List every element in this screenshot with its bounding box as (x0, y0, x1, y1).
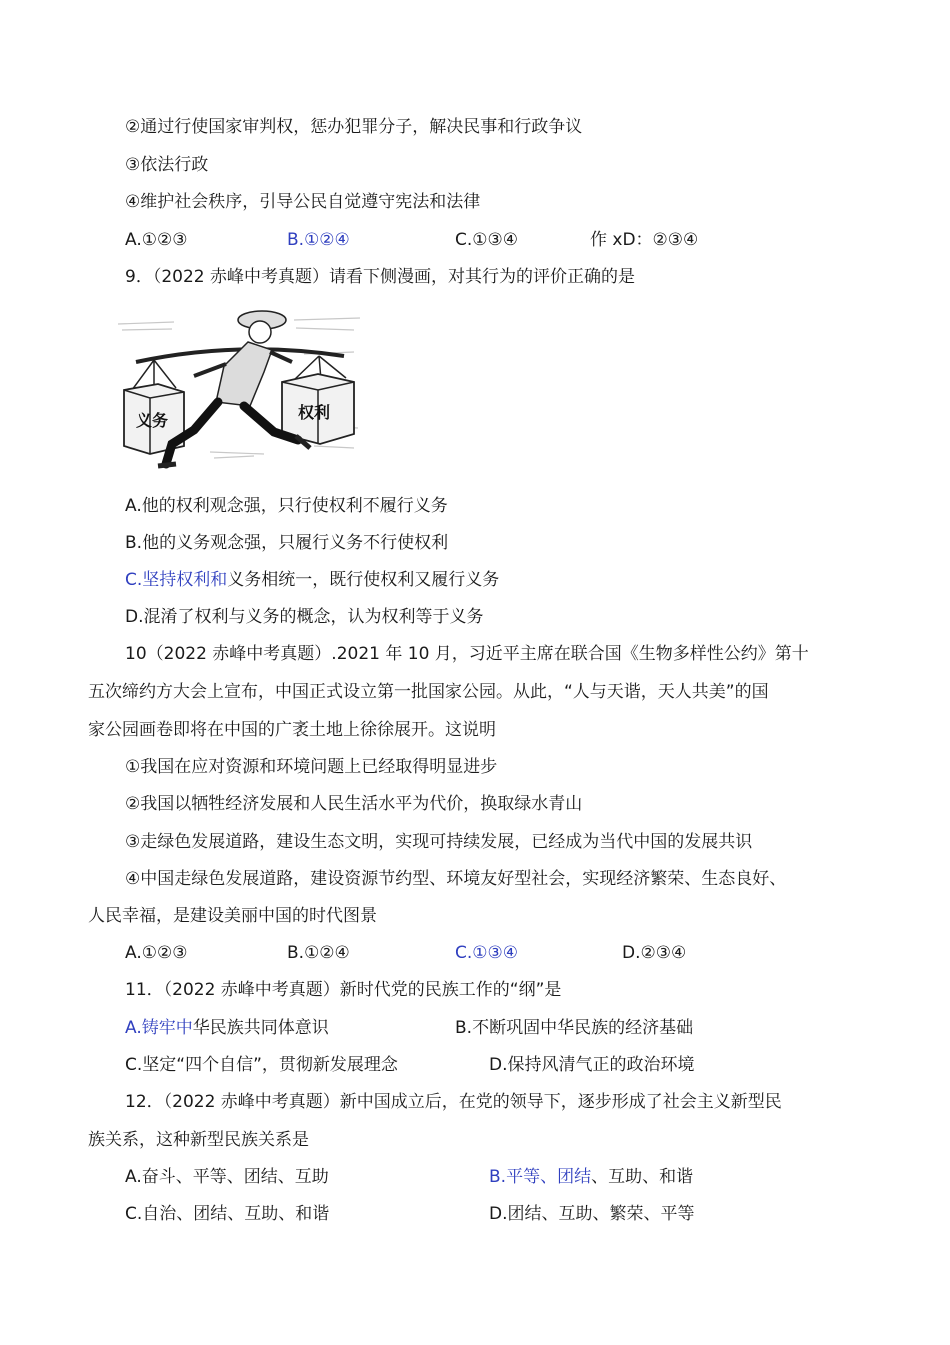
q10-option-a: A.①②③ (125, 943, 188, 963)
q12-option-d: D.团结、互助、繁荣、平等 (489, 1204, 695, 1224)
q11-option-a (125, 1016, 329, 1040)
q12-stem-line-2: 族关系，这种新型民族关系是 (88, 1130, 309, 1150)
q12-stem-line-1: 12．（2022 赤峰中考真题）新中国成立后，在党的领导下，逐步形成了社会主义新型民 (125, 1092, 782, 1112)
q11-option-b: B.不断巩固中华民族的经济基础 (455, 1018, 694, 1038)
q12-option-b-rest: 、互助、和谐 (591, 1167, 694, 1187)
q12-option-a: A.奋斗、平等、团结、互助 (125, 1167, 329, 1187)
duty-box-label: 义务 (136, 411, 169, 430)
rights-duties-cartoon (114, 306, 364, 478)
q10-item-2: ②我国以牺牲经济发展和人民生活水平为代价，换取绿水青山 (125, 794, 583, 814)
q9-option-c-rest: 义务相统一，既行使权利又履行义务 (227, 570, 500, 590)
rights-box-label: 权利 (298, 403, 331, 422)
q9-option-c (125, 568, 499, 592)
q10-item-1: ①我国在应对资源和环境问题上已经取得明显进步 (125, 757, 498, 777)
q12-option-b-highlight: B.平等、团结 (489, 1167, 592, 1187)
q8-item-4: ④维护社会秩序，引导公民自觉遵守宪法和法律 (125, 192, 481, 212)
q11-option-d: D.保持风清气正的政治环境 (489, 1055, 695, 1075)
q9-option-d: D.混淆了权利与义务的概念，认为权利等于义务 (125, 607, 484, 627)
q10-option-b: B.①②④ (287, 943, 350, 963)
q9-option-b: B.他的义务观念强，只履行义务不行使权利 (125, 533, 449, 553)
q11-stem: 11．（2022 赤峰中考真题）新时代党的民族工作的“纲”是 (125, 980, 562, 1000)
q11-option-a-highlight: A.铸牢中 (125, 1018, 193, 1038)
q11-option-c: C.坚定“四个自信”，贯彻新发展理念 (125, 1055, 398, 1075)
q10-option-c: C.①③④ (455, 943, 518, 963)
q9-option-a: A.他的权利观念强，只行使权利不履行义务 (125, 496, 448, 516)
q12-option-c: C.自治、团结、互助、和谐 (125, 1204, 330, 1224)
q10-stem-line-3: 家公园画卷即将在中国的广袤土地上徐徐展开。这说明 (88, 720, 496, 740)
q8-option-b: B.①②④ (287, 230, 350, 250)
q8-item-2: ②通过行使国家审判权，惩办犯罪分子，解决民事和行政争议 (125, 117, 583, 137)
q12-option-b (489, 1165, 693, 1189)
q9-stem: 9．（2022 赤峰中考真题）请看下侧漫画，对其行为的评价正确的是 (125, 267, 635, 287)
q10-stem-line-1: 10（2022 赤峰中考真题）.2021 年 10 月，习近平主席在联合国《生物多样性公约》第十 (125, 644, 809, 664)
q10-item-4-line-1: ④中国走绿色发展道路，建设资源节约型、环境友好型社会，实现经济繁荣、生态良好、 (125, 869, 787, 889)
q10-option-d: D.②③④ (622, 943, 687, 963)
q8-option-a: A.①②③ (125, 230, 188, 250)
q11-option-a-rest: 华民族共同体意识 (192, 1018, 329, 1038)
q8-option-c: C.①③④ (455, 230, 518, 250)
q8-option-d: 作 xD：②③④ (590, 230, 699, 250)
q8-item-3: ③依法行政 (125, 155, 209, 175)
q10-item-3: ③走绿色发展道路，建设生态文明，实现可持续发展，已经成为当代中国的发展共识 (125, 832, 753, 852)
q10-stem-line-2: 五次缔约方大会上宣布，中国正式设立第一批国家公园。从此，“人与天谐，天人共美”的国 (88, 682, 769, 702)
q9-option-c-highlight: C.坚持权利和 (125, 570, 228, 590)
q10-item-4-line-2: 人民幸福，是建设美丽中国的时代图景 (88, 906, 377, 926)
